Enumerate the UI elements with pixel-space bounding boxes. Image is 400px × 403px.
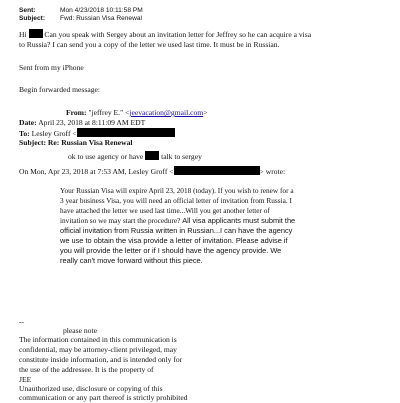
body-text-1: Can you speak with Sergey about an invitation letter for Jeffrey so he can acquire a visa	[44, 30, 312, 39]
fwd-date-value: April 23, 2018 at 8:11:09 AM EDT	[38, 118, 146, 127]
sent-value: Mon 4/23/2018 10:11:58 PM	[60, 7, 143, 14]
on-wrote-line	[19, 166, 285, 177]
footer-text: confidential, may be attorney-client privileged, may	[19, 345, 177, 354]
greeting: Hi	[19, 30, 27, 39]
quoted-text: Your Russian Visa will expire April 23, 2018 (today). If you wish to renew for a	[60, 186, 294, 195]
footer-line-2	[19, 345, 177, 355]
quoted-line-2	[60, 196, 292, 206]
fwd-to-value: Lesley Groff <	[31, 129, 77, 138]
footer-line-3	[19, 355, 182, 365]
quoted-text: you will provide the letter or if I should have the agency provide. We	[60, 246, 282, 255]
on-wrote-start: On Mon, Apr 23, 2018 at 7:53 AM, Lesley Groff <	[19, 167, 174, 176]
quoted-text: really can't move forward without this piece.	[60, 256, 203, 265]
redaction-box	[29, 29, 43, 38]
on-wrote-end: > wrote:	[259, 167, 286, 176]
sent-from-line	[19, 63, 84, 73]
fwd-from-name: "jeffrey E." <	[88, 108, 130, 117]
quoted-line-3	[60, 206, 270, 216]
reply-line	[68, 151, 202, 162]
reply-text-2: talk to sergey	[161, 152, 202, 161]
please-note-text: please note	[63, 326, 97, 335]
quoted-text: invitation so we may start the procedure?	[60, 216, 181, 225]
redaction-box	[174, 166, 260, 175]
quoted-text: All visa applicants must submit the	[182, 216, 296, 225]
footer-text: constitute inside information, and is intended only for	[19, 355, 183, 364]
dashes-text: --	[19, 317, 25, 326]
quoted-text: have attached the letter we used last time...Will you get another letter of	[60, 206, 270, 215]
quoted-text: official invitation from Russia written in Russian...I can have the agency	[60, 226, 293, 235]
footer-text: Unauthorized use, disclosure or copying of this	[19, 384, 163, 393]
footer-text: The information contained in this communication is	[19, 335, 177, 344]
body-line-2	[19, 40, 279, 50]
fwd-subject-value: Re: Russian Visa Renewal	[47, 138, 133, 147]
fwd-date-row	[19, 118, 145, 128]
fwd-to-label: To:	[19, 129, 30, 138]
quoted-line-4	[60, 216, 295, 226]
footer-text: the use of the addressee. It is the property of	[19, 365, 154, 374]
footer-line-1	[19, 335, 177, 345]
fwd-from-label: From:	[66, 108, 87, 117]
quoted-line-6	[60, 236, 288, 246]
quoted-line-5	[60, 226, 292, 236]
sent-label: Sent:	[19, 7, 36, 14]
signature-dashes	[19, 317, 24, 327]
quoted-line-7	[60, 246, 281, 256]
footer-text: communication or any part thereof is strictly prohibited	[19, 393, 188, 402]
quoted-text: we use to obtain the visa provide a letter of invitation. Please advise if	[60, 236, 288, 245]
subject-row	[19, 7, 45, 25]
fwd-date-label: Date:	[19, 118, 37, 127]
footer-text: JEE	[19, 375, 32, 384]
body-line-1	[19, 29, 311, 40]
redaction-box	[145, 151, 159, 160]
begin-forwarded-text: Begin forwarded message:	[19, 85, 100, 94]
redaction-box	[77, 128, 175, 137]
footer-line-7	[19, 393, 188, 403]
subject-value: Fwd: Russian Visa Renewal	[60, 15, 142, 22]
quoted-line-1	[60, 186, 294, 196]
subject-value-wrap	[60, 7, 142, 25]
fwd-subject-label: Subject:	[19, 138, 46, 147]
fwd-from-row	[66, 108, 208, 118]
fwd-subject-row	[19, 138, 133, 148]
subject-label: Subject:	[19, 15, 46, 22]
body-text-2: to Russia? I can send you a copy of the letter we used last time. It must be in Russian.	[19, 40, 280, 49]
quoted-text: 3 year business Visa, you will need an official letter of invitation from Russia. I	[60, 196, 292, 205]
quoted-line-8	[60, 256, 203, 266]
footer-line-4	[19, 365, 154, 375]
reply-text-1: ok to use agency or have	[68, 152, 144, 161]
fwd-from-email-link[interactable]: jeevacation@gmail.com	[129, 108, 204, 117]
sent-from-text: Sent from my iPhone	[19, 63, 84, 72]
fwd-from-close: >	[203, 108, 208, 117]
begin-forwarded-line	[19, 85, 100, 95]
